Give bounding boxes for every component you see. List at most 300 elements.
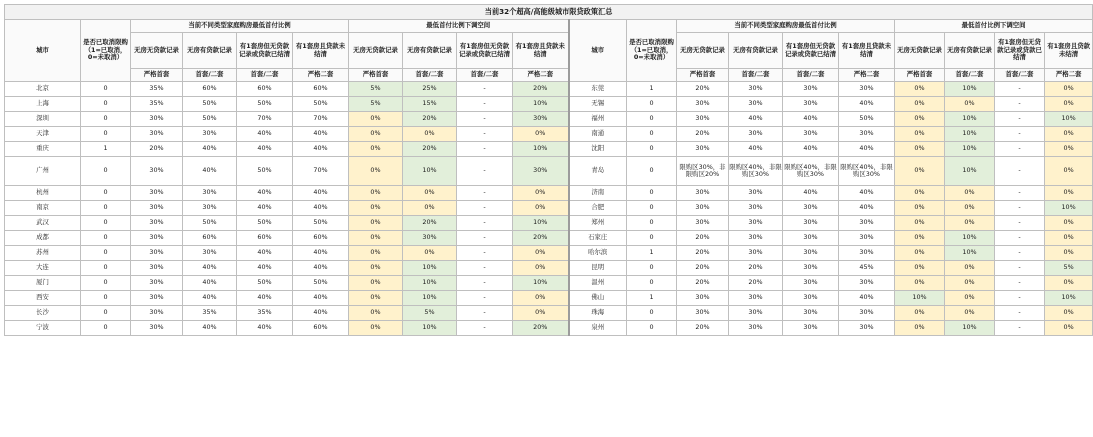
ratio-cell: 30% <box>131 216 183 231</box>
space-group-header: 最低首付比例下调空间 <box>895 20 1093 33</box>
space-cell: 0% <box>895 127 945 142</box>
ratio-cell: 30% <box>839 216 895 231</box>
ratio-cell: 30% <box>729 306 783 321</box>
space-cell: 20% <box>513 82 569 97</box>
city-cell: 杭州 <box>5 186 81 201</box>
city-cell: 珠海 <box>569 306 627 321</box>
space-cell: 20% <box>403 216 457 231</box>
space-cell: 0% <box>1045 157 1093 186</box>
space-cell: 0% <box>1045 231 1093 246</box>
space-cell: 10% <box>513 216 569 231</box>
ratio-cell: 30% <box>729 246 783 261</box>
space-cell: 0% <box>1045 216 1093 231</box>
table-row <box>5 231 1093 246</box>
ratio-cell: 30% <box>783 216 839 231</box>
cancelled-flag-cell: 0 <box>81 306 131 321</box>
ratio-cell: 40% <box>783 112 839 127</box>
space-cell: - <box>457 216 513 231</box>
space-cell: 10% <box>945 82 995 97</box>
space-cell: 25% <box>403 82 457 97</box>
ratio-cell: 30% <box>729 186 783 201</box>
type-header: 无房无贷款记录 <box>895 33 945 69</box>
ratio-cell: 20% <box>677 321 729 336</box>
ratio-cell: 40% <box>293 127 349 142</box>
space-cell: 10% <box>945 321 995 336</box>
ratio-cell: 50% <box>183 112 237 127</box>
table-row <box>5 291 1093 306</box>
ratio-cell: 30% <box>839 127 895 142</box>
ratio-cell: 限购区40%，非限购区30% <box>839 157 895 186</box>
space-group-header: 最低首付比例下调空间 <box>349 20 569 33</box>
ratio-cell: 40% <box>237 246 293 261</box>
city-cell: 石家庄 <box>569 231 627 246</box>
type-header: 无房有贷款记录 <box>403 33 457 69</box>
space-cell: 0% <box>895 276 945 291</box>
space-cell: 0% <box>349 291 403 306</box>
ratio-cell: 30% <box>131 231 183 246</box>
space-cell: - <box>995 306 1045 321</box>
city-cell: 苏州 <box>5 246 81 261</box>
type-header: 无房有贷款记录 <box>945 33 995 69</box>
space-cell: 0% <box>895 201 945 216</box>
space-cell: 30% <box>403 231 457 246</box>
table-row <box>5 321 1093 336</box>
space-cell: - <box>457 186 513 201</box>
cancelled-flag-cell: 1 <box>81 142 131 157</box>
space-cell: 20% <box>513 321 569 336</box>
cancelled-flag-cell: 0 <box>81 112 131 127</box>
space-cell: - <box>457 276 513 291</box>
type-header: 有1套房但无贷款记录或贷款已结清 <box>237 33 293 69</box>
ratio-cell: 40% <box>293 261 349 276</box>
space-cell: 0% <box>349 201 403 216</box>
city-cell: 合肥 <box>569 201 627 216</box>
ratio-cell: 70% <box>237 112 293 127</box>
ratio-cell: 60% <box>237 82 293 97</box>
space-cell: - <box>457 97 513 112</box>
ratio-cell: 40% <box>783 142 839 157</box>
space-cell: 20% <box>513 231 569 246</box>
ratio-cell: 60% <box>183 82 237 97</box>
space-cell: 10% <box>513 142 569 157</box>
ratio-cell: 20% <box>131 142 183 157</box>
tier-header: 严格首套 <box>677 69 729 82</box>
ratio-cell: 40% <box>293 306 349 321</box>
type-header: 有1套房且贷款未结清 <box>293 33 349 69</box>
space-cell: 0% <box>349 127 403 142</box>
cancelled-flag-cell: 0 <box>627 201 677 216</box>
space-cell: 10% <box>945 142 995 157</box>
ratio-cell: 35% <box>237 306 293 321</box>
ratio-cell: 20% <box>677 246 729 261</box>
ratio-cell: 20% <box>677 127 729 142</box>
space-cell: 0% <box>513 201 569 216</box>
ratio-cell: 限购区40%，非限购区30% <box>729 157 783 186</box>
cancelled-flag-cell: 0 <box>81 216 131 231</box>
city-cell: 济南 <box>569 186 627 201</box>
ratio-cell: 45% <box>839 261 895 276</box>
space-cell: 10% <box>403 157 457 186</box>
ratio-cell: 30% <box>131 276 183 291</box>
ratio-cell: 30% <box>131 321 183 336</box>
city-cell: 长沙 <box>5 306 81 321</box>
ratio-cell: 30% <box>131 112 183 127</box>
ratio-cell: 40% <box>783 186 839 201</box>
tier-header: 严格二套 <box>293 69 349 82</box>
space-cell: 0% <box>513 127 569 142</box>
city-cell: 泉州 <box>569 321 627 336</box>
ratio-cell: 30% <box>677 306 729 321</box>
tier-header: 严格首套 <box>131 69 183 82</box>
city-cell: 北京 <box>5 82 81 97</box>
ratio-cell: 40% <box>183 321 237 336</box>
ratio-cell: 30% <box>677 97 729 112</box>
table-row <box>5 157 1093 186</box>
table-title: 当前32个超高/高能级城市限贷政策汇总 <box>5 5 1093 20</box>
type-header: 有1套房且贷款未结清 <box>839 33 895 69</box>
space-cell: 0% <box>1045 246 1093 261</box>
space-cell: - <box>457 321 513 336</box>
table-header <box>5 5 1093 82</box>
space-cell: 5% <box>403 306 457 321</box>
ratio-cell: 50% <box>293 216 349 231</box>
space-cell: 0% <box>403 186 457 201</box>
space-cell: 30% <box>513 157 569 186</box>
ratio-cell: 50% <box>839 112 895 127</box>
tier-header: 首套/二套 <box>945 69 995 82</box>
cancelled-flag-cell: 0 <box>627 306 677 321</box>
ratio-cell: 30% <box>783 321 839 336</box>
cancelled-flag-cell: 0 <box>81 82 131 97</box>
cancelled-flag-cell: 0 <box>81 157 131 186</box>
ratio-cell: 50% <box>237 157 293 186</box>
space-cell: - <box>995 246 1045 261</box>
tier-header: 首套/二套 <box>457 69 513 82</box>
cancelled-flag-cell: 1 <box>627 82 677 97</box>
ratio-cell: 50% <box>183 216 237 231</box>
cancelled-flag-cell: 0 <box>627 261 677 276</box>
space-cell: 0% <box>349 276 403 291</box>
space-cell: 0% <box>895 157 945 186</box>
space-cell: - <box>995 231 1045 246</box>
ratio-cell: 30% <box>783 246 839 261</box>
tier-header: 首套/二套 <box>183 69 237 82</box>
policy-table <box>4 4 1093 336</box>
ratio-cell: 50% <box>293 97 349 112</box>
space-cell: 0% <box>945 186 995 201</box>
cancelled-flag-cell: 0 <box>627 276 677 291</box>
space-cell: 0% <box>1045 97 1093 112</box>
space-cell: 20% <box>403 112 457 127</box>
tier-header: 严格二套 <box>1045 69 1093 82</box>
ratio-cell: 30% <box>131 157 183 186</box>
ratio-cell: 40% <box>183 276 237 291</box>
ratio-cell: 40% <box>183 261 237 276</box>
city-cell: 无锡 <box>569 97 627 112</box>
space-cell: - <box>995 261 1045 276</box>
space-cell: 0% <box>895 186 945 201</box>
ratio-cell: 60% <box>237 231 293 246</box>
space-cell: 0% <box>895 112 945 127</box>
space-cell: 0% <box>513 291 569 306</box>
space-cell: 10% <box>403 276 457 291</box>
ratio-cell: 30% <box>783 97 839 112</box>
space-cell: 0% <box>1045 142 1093 157</box>
space-cell: 0% <box>945 261 995 276</box>
space-cell: - <box>457 261 513 276</box>
space-cell: 0% <box>349 112 403 127</box>
city-cell: 宁波 <box>5 321 81 336</box>
space-cell: 0% <box>349 321 403 336</box>
ratio-cell: 30% <box>839 321 895 336</box>
space-cell: 10% <box>945 127 995 142</box>
ratio-cell: 30% <box>839 276 895 291</box>
cancelled-flag-cell: 0 <box>627 112 677 127</box>
ratio-cell: 30% <box>729 291 783 306</box>
ratio-cell: 20% <box>677 276 729 291</box>
table-row <box>5 97 1093 112</box>
ratio-cell: 50% <box>237 216 293 231</box>
ratio-cell: 30% <box>839 246 895 261</box>
ratio-cell: 40% <box>293 142 349 157</box>
city-cell: 青岛 <box>569 157 627 186</box>
cancelled-flag-cell: 0 <box>81 321 131 336</box>
space-cell: 5% <box>349 82 403 97</box>
city-cell: 福州 <box>569 112 627 127</box>
space-cell: - <box>457 157 513 186</box>
cancelled-flag-cell: 0 <box>627 231 677 246</box>
ratio-cell: 60% <box>183 231 237 246</box>
space-cell: 10% <box>945 157 995 186</box>
space-cell: 10% <box>403 261 457 276</box>
space-cell: 0% <box>895 321 945 336</box>
ratio-cell: 40% <box>293 246 349 261</box>
space-cell: 0% <box>1045 82 1093 97</box>
ratio-cell: 20% <box>677 82 729 97</box>
space-cell: - <box>995 97 1045 112</box>
space-cell: 0% <box>349 142 403 157</box>
city-cell: 天津 <box>5 127 81 142</box>
city-cell: 武汉 <box>5 216 81 231</box>
ratio-cell: 30% <box>783 82 839 97</box>
space-cell: - <box>995 157 1045 186</box>
ratio-cell: 20% <box>729 276 783 291</box>
ratio-cell: 30% <box>131 306 183 321</box>
ratio-cell: 30% <box>677 142 729 157</box>
space-cell: 0% <box>1045 321 1093 336</box>
city-cell: 成都 <box>5 231 81 246</box>
cancelled-flag-cell: 0 <box>627 97 677 112</box>
ratio-group-header: 当前不同类型家庭购房最低首付比例 <box>131 20 349 33</box>
ratio-cell: 30% <box>677 201 729 216</box>
ratio-cell: 35% <box>131 97 183 112</box>
ratio-cell: 30% <box>677 216 729 231</box>
cancelled-flag-cell: 0 <box>627 186 677 201</box>
ratio-cell: 30% <box>677 186 729 201</box>
cancelled-flag-cell: 1 <box>627 246 677 261</box>
table-row <box>5 306 1093 321</box>
space-cell: 30% <box>513 112 569 127</box>
cancelled-flag-cell: 1 <box>627 291 677 306</box>
ratio-cell: 30% <box>729 97 783 112</box>
ratio-cell: 30% <box>729 231 783 246</box>
space-cell: 0% <box>945 216 995 231</box>
type-header: 有1套房但无贷款记录或贷款已结清 <box>457 33 513 69</box>
space-cell: 10% <box>895 291 945 306</box>
space-cell: 0% <box>895 306 945 321</box>
ratio-cell: 20% <box>677 261 729 276</box>
ratio-cell: 40% <box>237 186 293 201</box>
space-cell: 0% <box>349 306 403 321</box>
space-cell: 0% <box>349 216 403 231</box>
type-header: 无房无贷款记录 <box>677 33 729 69</box>
space-cell: - <box>457 142 513 157</box>
ratio-cell: 30% <box>131 201 183 216</box>
ratio-cell: 30% <box>677 291 729 306</box>
space-cell: 0% <box>349 186 403 201</box>
ratio-cell: 30% <box>729 82 783 97</box>
cancelled-flag-cell: 0 <box>81 186 131 201</box>
table-body <box>5 82 1093 336</box>
ratio-cell: 30% <box>783 201 839 216</box>
city-column-header: 城市 <box>569 20 627 82</box>
table-row <box>5 112 1093 127</box>
space-cell: - <box>995 291 1045 306</box>
ratio-cell: 30% <box>131 186 183 201</box>
space-cell: 0% <box>513 246 569 261</box>
city-cell: 厦门 <box>5 276 81 291</box>
space-cell: 0% <box>945 201 995 216</box>
cancelled-flag-cell: 0 <box>81 276 131 291</box>
ratio-cell: 40% <box>237 127 293 142</box>
city-cell: 上海 <box>5 97 81 112</box>
space-cell: - <box>457 201 513 216</box>
ratio-cell: 40% <box>237 261 293 276</box>
ratio-cell: 40% <box>237 321 293 336</box>
ratio-cell: 40% <box>183 291 237 306</box>
space-cell: - <box>457 291 513 306</box>
space-cell: 20% <box>403 142 457 157</box>
type-header: 无房无贷款记录 <box>131 33 183 69</box>
city-cell: 深圳 <box>5 112 81 127</box>
ratio-cell: 60% <box>293 231 349 246</box>
ratio-cell: 40% <box>293 186 349 201</box>
space-cell: 0% <box>895 82 945 97</box>
cancelled-flag-cell: 0 <box>627 127 677 142</box>
ratio-cell: 40% <box>729 142 783 157</box>
space-cell: 0% <box>403 201 457 216</box>
space-cell: 10% <box>1045 112 1093 127</box>
space-cell: - <box>995 112 1045 127</box>
city-column-header: 城市 <box>5 20 81 82</box>
ratio-cell: 50% <box>183 97 237 112</box>
cancelled-flag-cell: 0 <box>81 127 131 142</box>
ratio-cell: 30% <box>183 186 237 201</box>
city-cell: 东莞 <box>569 82 627 97</box>
space-cell: 0% <box>349 246 403 261</box>
ratio-cell: 30% <box>677 112 729 127</box>
space-cell: 10% <box>1045 201 1093 216</box>
ratio-cell: 50% <box>237 97 293 112</box>
space-cell: 0% <box>945 306 995 321</box>
ratio-cell: 30% <box>729 216 783 231</box>
ratio-cell: 限购区30%，非限购区20% <box>677 157 729 186</box>
ratio-cell: 40% <box>839 97 895 112</box>
type-header: 有1套房且贷款未结清 <box>513 33 569 69</box>
ratio-cell: 30% <box>183 246 237 261</box>
ratio-cell: 70% <box>293 112 349 127</box>
space-cell: 0% <box>1045 127 1093 142</box>
ratio-cell: 30% <box>783 127 839 142</box>
space-cell: 0% <box>513 261 569 276</box>
city-cell: 南通 <box>569 127 627 142</box>
space-cell: 0% <box>349 231 403 246</box>
ratio-cell: 40% <box>839 186 895 201</box>
type-header: 有1套房但无贷款记录或贷款已结清 <box>995 33 1045 69</box>
ratio-cell: 30% <box>183 127 237 142</box>
city-cell: 昆明 <box>569 261 627 276</box>
type-header: 有1套房且贷款未结清 <box>1045 33 1093 69</box>
space-cell: 0% <box>349 261 403 276</box>
space-cell: 5% <box>349 97 403 112</box>
city-cell: 重庆 <box>5 142 81 157</box>
cancelled-column-header: 是否已取消限购（1=已取消，0=未取消） <box>81 20 131 82</box>
ratio-cell: 30% <box>131 291 183 306</box>
city-cell: 南京 <box>5 201 81 216</box>
ratio-cell: 30% <box>729 127 783 142</box>
space-cell: 0% <box>895 231 945 246</box>
tier-header: 首套/二套 <box>729 69 783 82</box>
space-cell: 0% <box>1045 306 1093 321</box>
space-cell: - <box>457 82 513 97</box>
cancelled-flag-cell: 0 <box>627 142 677 157</box>
ratio-cell: 30% <box>729 321 783 336</box>
ratio-cell: 30% <box>839 82 895 97</box>
tier-header: 首套/二套 <box>237 69 293 82</box>
space-cell: 0% <box>895 97 945 112</box>
city-cell: 沈阳 <box>569 142 627 157</box>
space-cell: - <box>995 321 1045 336</box>
cancelled-flag-cell: 0 <box>81 291 131 306</box>
space-cell: 10% <box>945 112 995 127</box>
cancelled-flag-cell: 0 <box>81 246 131 261</box>
space-cell: 0% <box>945 276 995 291</box>
ratio-cell: 40% <box>183 157 237 186</box>
table-row <box>5 246 1093 261</box>
ratio-cell: 60% <box>293 82 349 97</box>
table-row <box>5 201 1093 216</box>
tier-header: 首套/二套 <box>995 69 1045 82</box>
space-cell: - <box>457 246 513 261</box>
space-cell: 10% <box>513 97 569 112</box>
ratio-cell: 50% <box>293 276 349 291</box>
table-row <box>5 276 1093 291</box>
ratio-cell: 30% <box>729 201 783 216</box>
ratio-group-header: 当前不同类型家庭购房最低首付比例 <box>677 20 895 33</box>
ratio-cell: 20% <box>729 261 783 276</box>
type-header: 有1套房但无贷款记录或贷款已结清 <box>783 33 839 69</box>
space-cell: - <box>457 127 513 142</box>
ratio-cell: 30% <box>783 261 839 276</box>
ratio-cell: 30% <box>131 127 183 142</box>
city-cell: 佛山 <box>569 291 627 306</box>
space-cell: 10% <box>1045 291 1093 306</box>
cancelled-flag-cell: 0 <box>81 201 131 216</box>
space-cell: 0% <box>513 306 569 321</box>
ratio-cell: 30% <box>783 291 839 306</box>
ratio-cell: 40% <box>293 291 349 306</box>
space-cell: - <box>995 276 1045 291</box>
